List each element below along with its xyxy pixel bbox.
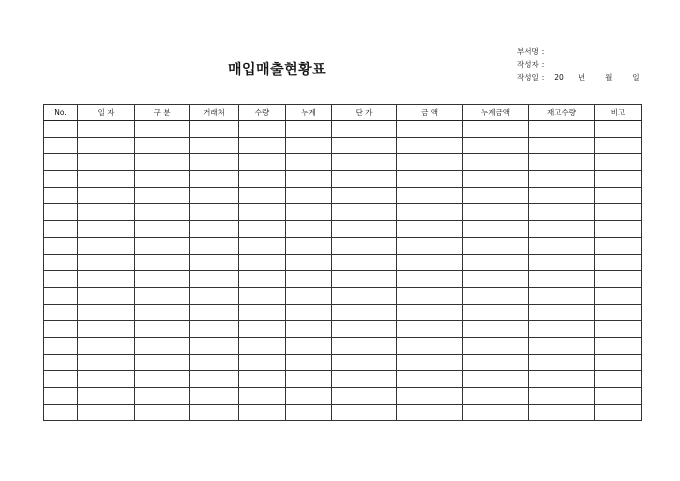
table-cell[interactable] (397, 171, 463, 188)
table-cell[interactable] (529, 304, 595, 321)
table-cell[interactable] (595, 121, 642, 138)
table-cell[interactable] (135, 187, 190, 204)
table-cell[interactable] (595, 254, 642, 271)
table-cell[interactable] (44, 154, 78, 171)
table-cell[interactable] (78, 371, 135, 388)
table-cell[interactable] (529, 337, 595, 354)
table-cell[interactable] (78, 271, 135, 288)
table-cell[interactable] (44, 237, 78, 254)
table-cell[interactable] (135, 121, 190, 138)
table-cell[interactable] (529, 388, 595, 405)
table-row (44, 371, 642, 388)
table-cell[interactable] (239, 121, 286, 138)
table-cell[interactable] (332, 271, 397, 288)
table-cell[interactable] (286, 354, 332, 371)
department-row (517, 45, 640, 58)
table-cell[interactable] (239, 321, 286, 338)
table-cell[interactable] (332, 287, 397, 304)
table-cell[interactable] (595, 287, 642, 304)
table-cell[interactable] (135, 354, 190, 371)
table-row (44, 121, 642, 138)
date-label: 작성일 (517, 73, 539, 82)
table-cell[interactable] (529, 354, 595, 371)
table-cell[interactable] (190, 237, 239, 254)
table-cell[interactable] (44, 304, 78, 321)
table-cell[interactable] (44, 371, 78, 388)
table-cell[interactable] (595, 154, 642, 171)
column-header-stock-quantity: 재고수량 (529, 105, 595, 121)
table-cell[interactable] (44, 137, 78, 154)
table-header-row (44, 105, 642, 121)
table-cell[interactable] (529, 271, 595, 288)
table-cell[interactable] (78, 388, 135, 405)
department-label: 부서명 (517, 47, 539, 56)
table-cell[interactable] (463, 404, 529, 421)
date-colon: : (541, 73, 545, 82)
table-cell[interactable] (135, 271, 190, 288)
table-cell[interactable] (529, 121, 595, 138)
date-day-unit: 일 (632, 73, 640, 82)
table-cell[interactable] (463, 337, 529, 354)
table-cell[interactable] (286, 404, 332, 421)
table-cell[interactable] (463, 354, 529, 371)
table-cell[interactable] (286, 337, 332, 354)
column-header-amount: 금 액 (397, 105, 463, 121)
table-cell[interactable] (135, 321, 190, 338)
table-cell[interactable] (397, 154, 463, 171)
table-cell[interactable] (44, 354, 78, 371)
table-row (44, 354, 642, 371)
table-cell[interactable] (463, 287, 529, 304)
table-cell[interactable] (135, 287, 190, 304)
date-month-unit: 월 (605, 73, 613, 82)
table-row (44, 337, 642, 354)
table-row (44, 154, 642, 171)
table-cell[interactable] (44, 337, 78, 354)
table-row (44, 388, 642, 405)
table-cell[interactable] (190, 304, 239, 321)
table-row (44, 171, 642, 188)
table-cell[interactable] (332, 404, 397, 421)
date-field (541, 71, 640, 84)
table-cell[interactable] (44, 388, 78, 405)
table-cell[interactable] (239, 271, 286, 288)
table-cell[interactable] (529, 371, 595, 388)
table-cell[interactable] (529, 187, 595, 204)
table-cell[interactable] (44, 254, 78, 271)
table-cell[interactable] (463, 388, 529, 405)
table-row (44, 237, 642, 254)
table-cell[interactable] (595, 321, 642, 338)
table-cell[interactable] (332, 204, 397, 221)
table-cell[interactable] (239, 388, 286, 405)
date-row (517, 71, 640, 84)
table-cell[interactable] (397, 271, 463, 288)
table-cell[interactable] (463, 321, 529, 338)
table-cell[interactable] (463, 137, 529, 154)
table-cell[interactable] (78, 221, 135, 238)
table-cell[interactable] (190, 221, 239, 238)
table-cell[interactable] (190, 154, 239, 171)
table-cell[interactable] (44, 287, 78, 304)
table-cell[interactable] (397, 254, 463, 271)
table-cell[interactable] (44, 171, 78, 188)
table-cell[interactable] (44, 321, 78, 338)
column-header-quantity: 수량 (239, 105, 286, 121)
table-cell[interactable] (332, 371, 397, 388)
table-cell[interactable] (78, 137, 135, 154)
table-cell[interactable] (135, 154, 190, 171)
table-cell[interactable] (78, 321, 135, 338)
table-cell[interactable] (397, 337, 463, 354)
department-colon: : (541, 47, 545, 56)
author-label: 작성자 (517, 60, 539, 69)
table-cell[interactable] (239, 304, 286, 321)
column-header-date: 일 자 (78, 105, 135, 121)
table-cell[interactable] (78, 237, 135, 254)
table-cell[interactable] (529, 154, 595, 171)
table-cell[interactable] (397, 121, 463, 138)
table-cell[interactable] (595, 337, 642, 354)
table-cell[interactable] (286, 304, 332, 321)
table-cell[interactable] (397, 304, 463, 321)
table-cell[interactable] (78, 121, 135, 138)
table-row (44, 404, 642, 421)
table-cell[interactable] (529, 287, 595, 304)
table-row (44, 287, 642, 304)
table-cell[interactable] (463, 187, 529, 204)
table-cell[interactable] (286, 254, 332, 271)
document-meta (517, 45, 640, 84)
table-cell[interactable] (529, 404, 595, 421)
table-cell[interactable] (190, 404, 239, 421)
column-header-category: 구 분 (135, 105, 190, 121)
table-cell[interactable] (332, 354, 397, 371)
table-cell[interactable] (463, 221, 529, 238)
table-cell[interactable] (286, 271, 332, 288)
author-row (517, 58, 640, 71)
table-cell[interactable] (463, 254, 529, 271)
table-cell[interactable] (286, 137, 332, 154)
table-cell[interactable] (463, 304, 529, 321)
table-cell[interactable] (239, 404, 286, 421)
document-title: 매입매출현황표 (228, 62, 327, 78)
table-cell[interactable] (239, 187, 286, 204)
table-cell[interactable] (135, 221, 190, 238)
purchase-sales-table (43, 104, 642, 421)
table-cell[interactable] (332, 137, 397, 154)
table-cell[interactable] (44, 271, 78, 288)
table-cell[interactable] (595, 271, 642, 288)
table-cell[interactable] (332, 154, 397, 171)
table-cell[interactable] (135, 388, 190, 405)
table-row (44, 321, 642, 338)
table-row (44, 304, 642, 321)
table-row (44, 271, 642, 288)
table-cell[interactable] (397, 404, 463, 421)
table-cell[interactable] (595, 187, 642, 204)
table-cell[interactable] (332, 304, 397, 321)
table-cell[interactable] (239, 354, 286, 371)
table-cell[interactable] (135, 237, 190, 254)
table-cell[interactable] (286, 204, 332, 221)
table-cell[interactable] (78, 404, 135, 421)
table-cell[interactable] (463, 204, 529, 221)
table-cell[interactable] (44, 187, 78, 204)
table-cell[interactable] (397, 204, 463, 221)
table-cell[interactable] (286, 237, 332, 254)
table-cell[interactable] (529, 237, 595, 254)
table-cell[interactable] (190, 121, 239, 138)
table-cell[interactable] (463, 121, 529, 138)
table-cell[interactable] (529, 254, 595, 271)
table-cell[interactable] (135, 371, 190, 388)
table-cell[interactable] (529, 221, 595, 238)
table-cell[interactable] (397, 221, 463, 238)
table-cell[interactable] (190, 388, 239, 405)
table-cell[interactable] (463, 154, 529, 171)
table-cell[interactable] (286, 121, 332, 138)
table-cell[interactable] (239, 204, 286, 221)
table-cell[interactable] (595, 204, 642, 221)
table-cell[interactable] (239, 337, 286, 354)
table-cell[interactable] (135, 404, 190, 421)
table-cell[interactable] (239, 154, 286, 171)
table-cell[interactable] (78, 304, 135, 321)
column-header-cumulative-amount: 누계금액 (463, 105, 529, 121)
table-cell[interactable] (332, 388, 397, 405)
table-cell[interactable] (397, 187, 463, 204)
table-cell[interactable] (332, 254, 397, 271)
table-cell[interactable] (595, 354, 642, 371)
column-header-remarks: 비고 (595, 105, 642, 121)
table-cell[interactable] (190, 137, 239, 154)
table-cell[interactable] (397, 388, 463, 405)
table-cell[interactable] (286, 154, 332, 171)
table-cell[interactable] (190, 287, 239, 304)
date-year-prefix: 20 (554, 73, 564, 82)
table-cell[interactable] (286, 371, 332, 388)
table-cell[interactable] (135, 337, 190, 354)
table-cell[interactable] (595, 404, 642, 421)
table-cell[interactable] (595, 221, 642, 238)
table-cell[interactable] (397, 354, 463, 371)
table-cell[interactable] (286, 321, 332, 338)
table-cell[interactable] (397, 137, 463, 154)
table-cell[interactable] (397, 237, 463, 254)
table-cell[interactable] (190, 187, 239, 204)
table-cell[interactable] (239, 221, 286, 238)
table-cell[interactable] (190, 271, 239, 288)
table-cell[interactable] (135, 204, 190, 221)
table-cell[interactable] (463, 237, 529, 254)
table-cell[interactable] (529, 204, 595, 221)
table-cell[interactable] (78, 154, 135, 171)
date-year-unit: 년 (577, 73, 586, 82)
table-cell[interactable] (595, 304, 642, 321)
table-cell[interactable] (190, 354, 239, 371)
table-cell[interactable] (78, 337, 135, 354)
table-cell[interactable] (463, 271, 529, 288)
column-header-cumulative: 누계 (286, 105, 332, 121)
table-cell[interactable] (595, 237, 642, 254)
table-cell[interactable] (239, 371, 286, 388)
table-cell[interactable] (529, 321, 595, 338)
table-cell[interactable] (239, 171, 286, 188)
table-cell[interactable] (190, 371, 239, 388)
table-cell[interactable] (286, 388, 332, 405)
table-cell[interactable] (78, 204, 135, 221)
table-cell[interactable] (286, 221, 332, 238)
table-cell[interactable] (78, 354, 135, 371)
table-cell[interactable] (397, 321, 463, 338)
table-cell[interactable] (239, 254, 286, 271)
table-cell[interactable] (190, 254, 239, 271)
table-cell[interactable] (44, 221, 78, 238)
table-cell[interactable] (463, 371, 529, 388)
table-cell[interactable] (44, 204, 78, 221)
table-cell[interactable] (463, 171, 529, 188)
table-cell[interactable] (529, 137, 595, 154)
table-cell[interactable] (332, 321, 397, 338)
table-cell[interactable] (332, 121, 397, 138)
table-cell[interactable] (78, 254, 135, 271)
table-cell[interactable] (190, 321, 239, 338)
table-cell[interactable] (595, 388, 642, 405)
table-cell[interactable] (595, 137, 642, 154)
table-body (44, 121, 642, 421)
table-cell[interactable] (286, 287, 332, 304)
table-row (44, 187, 642, 204)
table-cell[interactable] (78, 187, 135, 204)
table-cell[interactable] (239, 237, 286, 254)
table-cell[interactable] (135, 254, 190, 271)
table-cell[interactable] (397, 287, 463, 304)
table-cell[interactable] (78, 171, 135, 188)
table-row (44, 254, 642, 271)
table-cell[interactable] (239, 287, 286, 304)
author-colon: : (541, 60, 545, 69)
table-cell[interactable] (332, 171, 397, 188)
table-cell[interactable] (44, 121, 78, 138)
table-cell[interactable] (135, 304, 190, 321)
column-header-unit-price: 단 가 (332, 105, 397, 121)
table-cell[interactable] (286, 187, 332, 204)
table-cell[interactable] (397, 371, 463, 388)
table-cell[interactable] (332, 221, 397, 238)
table-cell[interactable] (529, 171, 595, 188)
column-header-client: 거래처 (190, 105, 239, 121)
table-cell[interactable] (135, 171, 190, 188)
table-row (44, 137, 642, 154)
table-row (44, 221, 642, 238)
table-cell[interactable] (44, 404, 78, 421)
table-cell[interactable] (135, 137, 190, 154)
table-cell[interactable] (286, 171, 332, 188)
table-cell[interactable] (332, 187, 397, 204)
table-cell[interactable] (332, 237, 397, 254)
table-cell[interactable] (190, 171, 239, 188)
table-cell[interactable] (190, 204, 239, 221)
table-cell[interactable] (332, 337, 397, 354)
table-cell[interactable] (595, 371, 642, 388)
table-row (44, 204, 642, 221)
column-header-no: No. (44, 105, 78, 121)
table-cell[interactable] (78, 287, 135, 304)
table-cell[interactable] (595, 171, 642, 188)
table-cell[interactable] (190, 337, 239, 354)
table-cell[interactable] (239, 137, 286, 154)
